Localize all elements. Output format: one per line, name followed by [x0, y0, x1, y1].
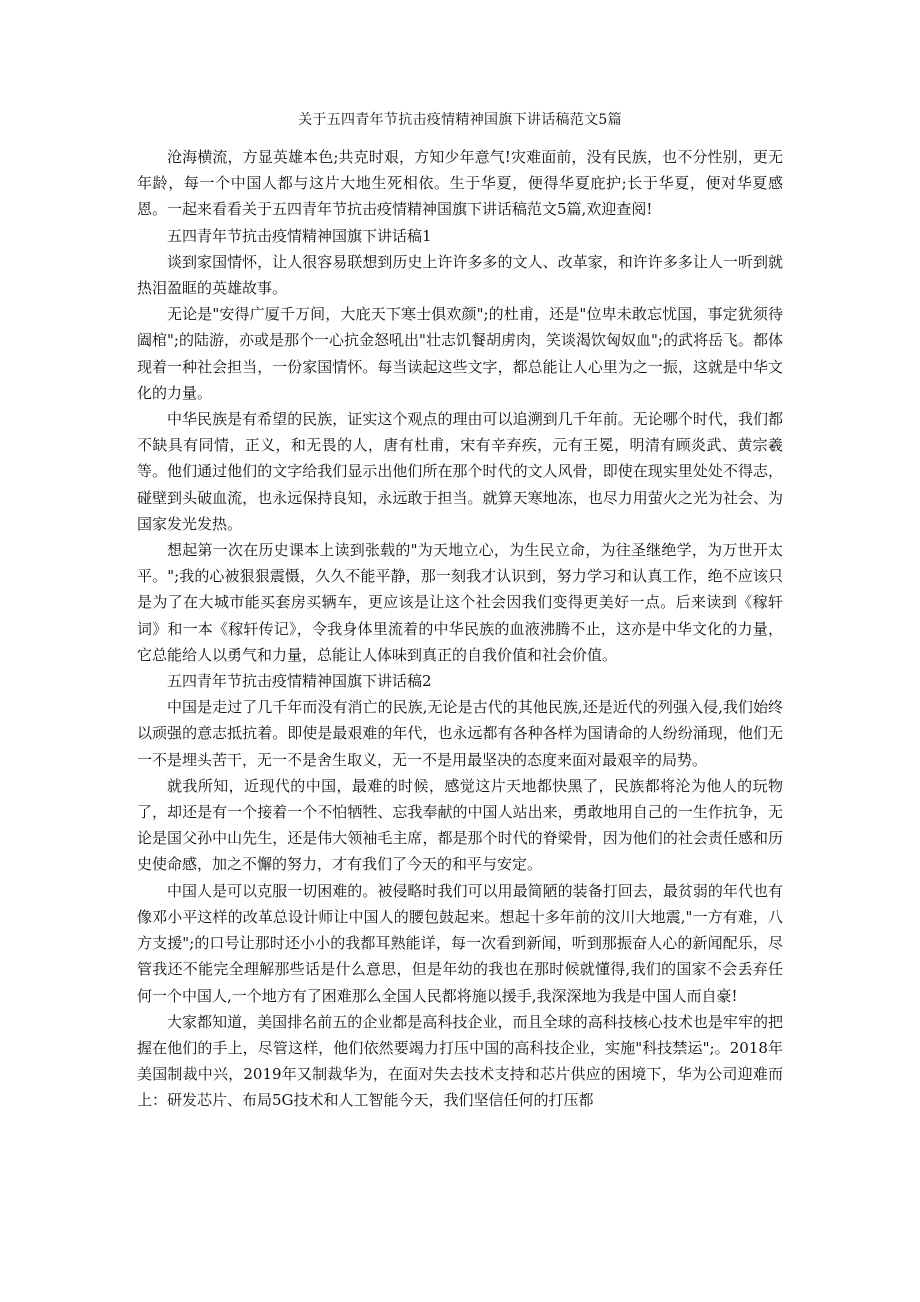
body-paragraph: 谈到家国情怀，让人很容易联想到历史上许许多多的文人、改革家，和许许多多让人一听到就热泪盈眶的英雄故事。 [137, 252, 783, 298]
intro-paragraph: 沧海横流，方显英雄本色;共克时艰，方知少年意气!灾难面前，没有民族，也不分性别，更无年龄，每一个中国人都与这片大地生死相依。生于华夏，便得华夏庇护;长于华夏，便对华夏感恩。一起来看看关于五四青年节抗击疫情精神国旗下讲话稿范文5篇,欢迎查阅! [137, 148, 783, 219]
body-paragraph: 中华民族是有希望的民族，证实这个观点的理由可以追溯到几千年前。无论哪个时代，我们都不缺具有同情，正义，和无畏的人，唐有杜甫，宋有辛弃疾，元有王冕，明清有顾炎武、黄宗羲等。他们通过他们的文字给我们显示出他们所在那个时代的文人风骨，即使在现实里处处不得志，碰壁到头破血流，也永远保持良知，永远敢于担当。就算天寒地冻，也尽力用萤火之光为社会、为国家发光发热。 [137, 410, 783, 533]
document-title: 关于五四青年节抗击疫情精神国旗下讲话稿范文5篇 [298, 112, 622, 128]
section-heading: 五四青年节抗击疫情精神国旗下讲话稿1 [167, 226, 432, 245]
body-paragraph: 中国人是可以克服一切困难的。被侵略时我们可以用最简陋的装备打回去，最贫弱的年代也有像邓小平这样的改革总设计师让中国人的腰包鼓起来。想起十多年前的汶川大地震,"一方有难，八方支援";的口号让那时还小小的我都耳熟能详，每一次看到新闻，听到那振奋人心的新闻配乐，尽管我还不能完全理解那些话是什么意思，但是年幼的我也在那时候就懂得,我们的国家不会丢弃任何一个中国人,一个地方有了困难那么全国人民都将施以援手,我深深地为我是中国人而自豪! [137, 881, 783, 1005]
body-paragraph: 无论是"安得广厦千万间，大庇天下寒士俱欢颜";的杜甫，还是"位卑未敢忘忧国，事定犹须待阖棺";的陆游，亦或是那个一心抗金怒吼出"壮志饥餐胡虏肉，笑谈渴饮匈奴血";的武将岳飞。都体现着一种社会担当，一份家国情怀。每当读起这些文字，都总能让人心里为之一振，这就是中华文化的力量。 [137, 305, 783, 402]
body-paragraph: 想起第一次在历史课本上读到张载的"为天地立心，为生民立命，为往圣继绝学，为万世开太平。";我的心被狠狠震慑，久久不能平静，那一刻我才认识到，努力学习和认真工作，绝不应该只是为了在大城市能买套房买辆车，更应该是让这个社会因我们变得更美好一点。后来读到《稼轩词》和一本《稼轩传记》，令我身体里流着的中华民族的血液沸腾不止，这亦是中华文化的力量，它总能给人以勇气和力量，总能让人体味到真正的自我价值和社会价值。 [137, 541, 783, 664]
section-2 [137, 668, 783, 1113]
section-1 [137, 223, 783, 668]
section-heading: 五四青年节抗击疫情精神国旗下讲话稿2 [167, 672, 432, 691]
body-paragraph: 中国是走过了几千年而没有消亡的民族,无论是古代的其他民族,还是近代的列强入侵,我们始终以顽强的意志抵抗着。即使是最艰难的年代，也永远都有各种各样为国请命的人纷纷涌现，他们无一不是埋头苦干，无一不是舍生取义，无一不是用最坚决的态度来面对最艰辛的局势。 [137, 698, 783, 769]
document-page [137, 110, 783, 1114]
body-paragraph: 大家都知道，美国排名前五的企业都是高科技企业，而且全球的高科技核心技术也是牢牢的把握在他们的手上，尽管这样，他们依然要竭力打压中国的高科技企业，实施"科技禁运";。2018年美国制裁中兴，2019年又制裁华为，在面对失去技术支持和芯片供应的困境下，华为公司迎难而上：研发芯片、布局5G技术和人工智能今天，我们坚信任何的打压都 [137, 1012, 783, 1110]
body-paragraph: 就我所知，近现代的中国，最难的时候，感觉这片天地都快黑了，民族都将沦为他人的玩物了，却还是有一个接着一个不怕牺牲、忘我奉献的中国人站出来，勇敢地用自己的一生作抗争，无论是国父孙中山先生，还是伟大领袖毛主席，都是那个时代的脊梁骨，因为他们的社会责任感和历史使命感，加之不懈的努力，才有我们了今天的和平与安定。 [137, 776, 783, 874]
